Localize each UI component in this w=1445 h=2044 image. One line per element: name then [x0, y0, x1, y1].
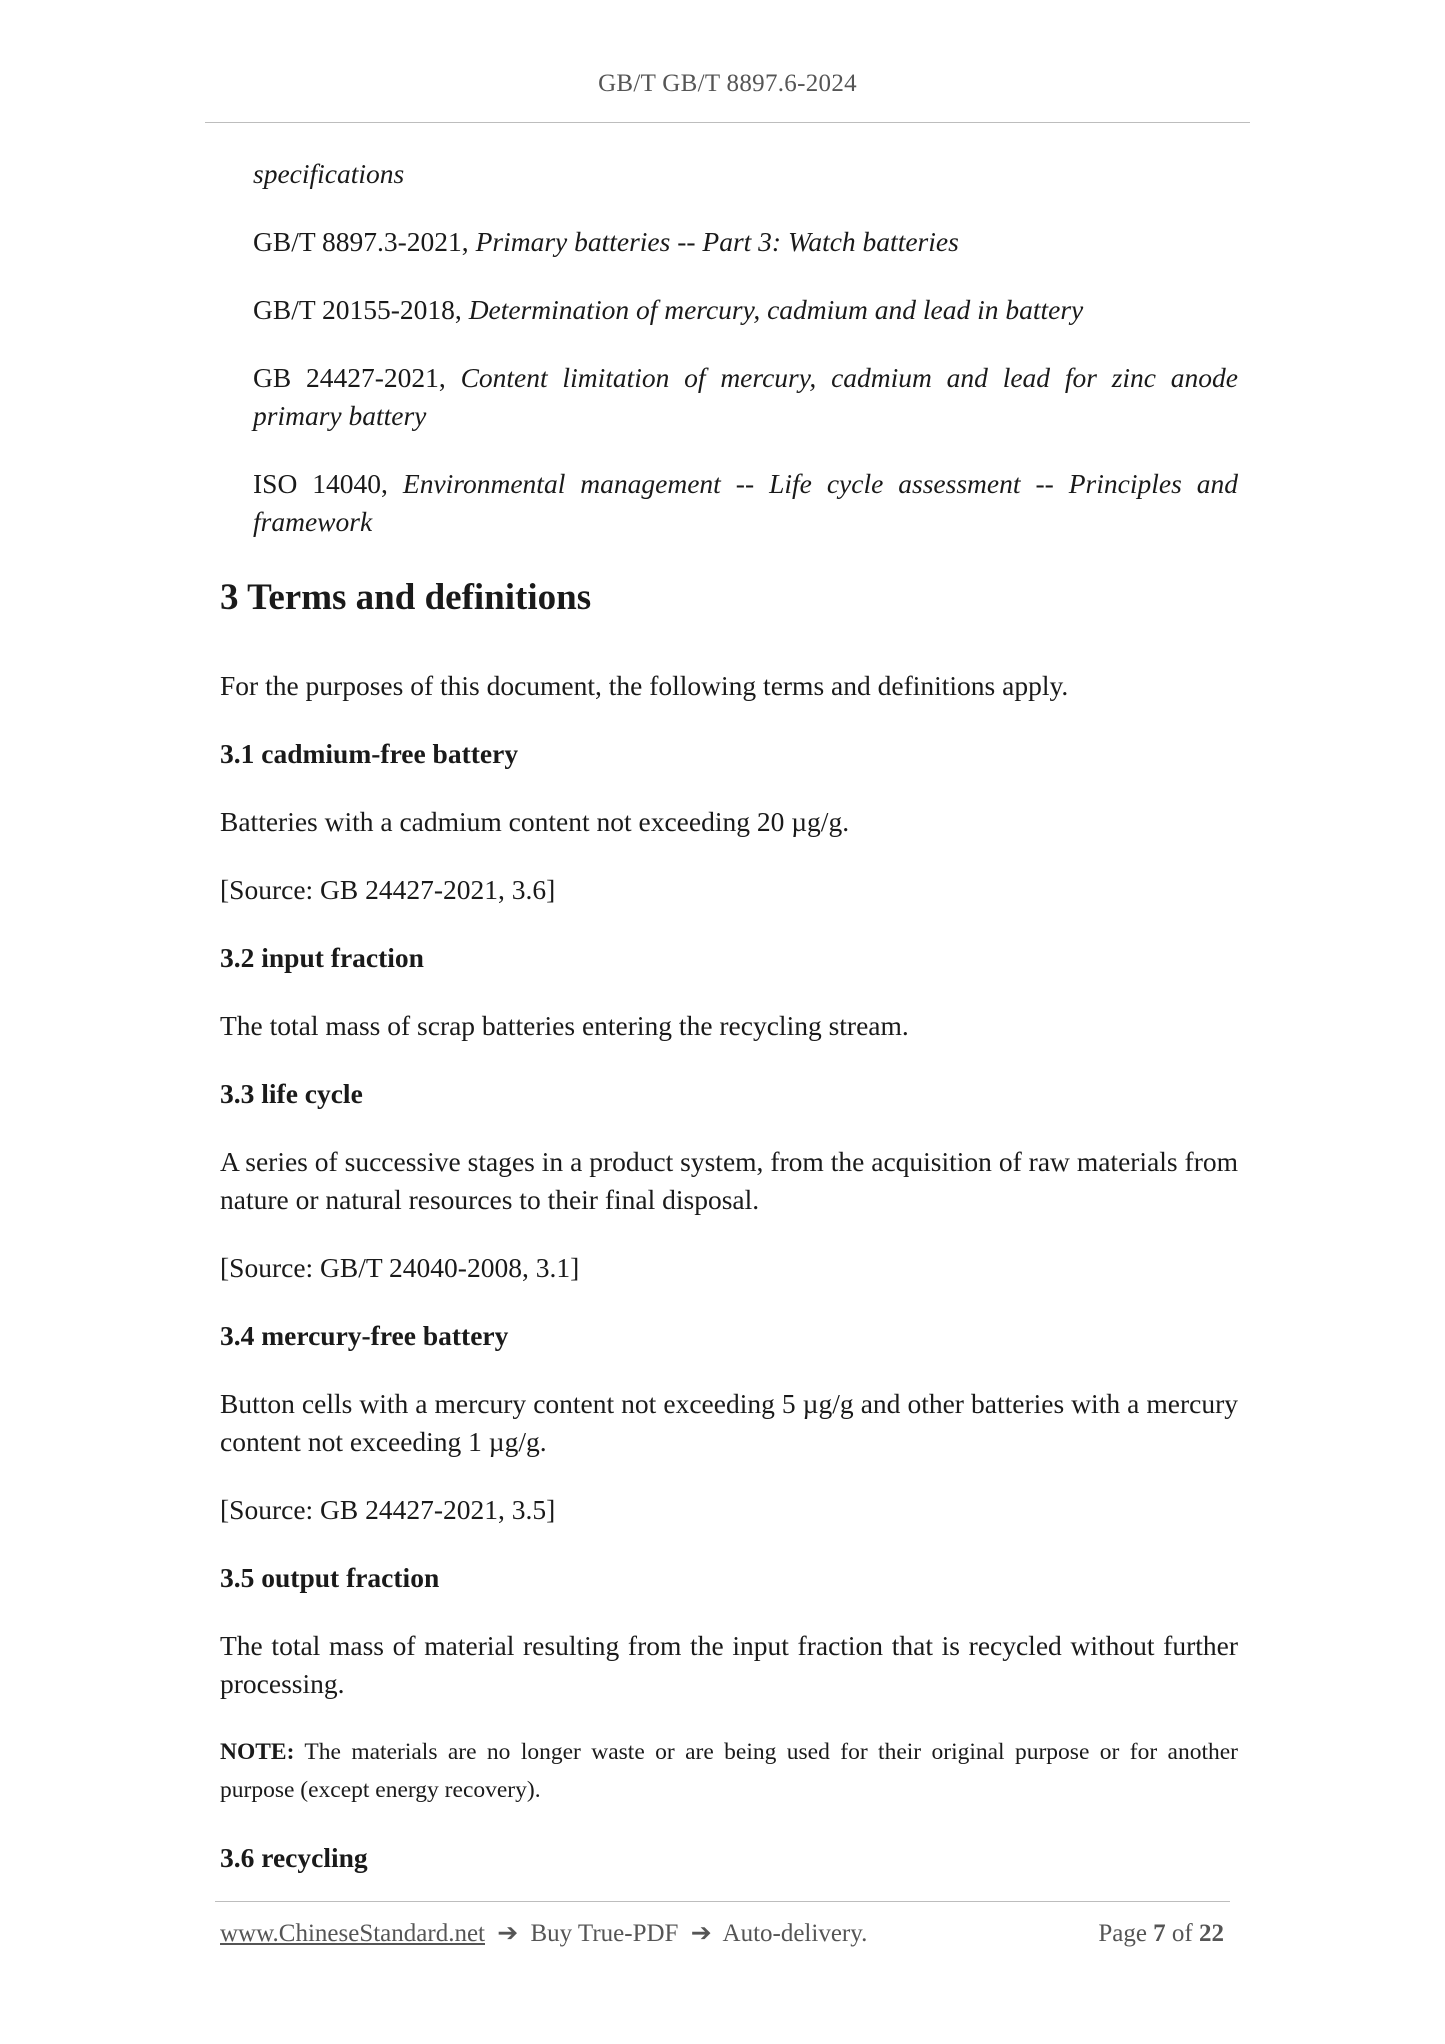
term-definition: Button cells with a mercury content not exceeding 5 µg/g and other batteries with a mercury content not exceeding 1 µg/g. — [220, 1388, 1238, 1457]
page-total: 22 — [1199, 1920, 1224, 1947]
chinesestandard-link[interactable]: www.ChineseStandard.net — [220, 1920, 485, 1947]
reference-code: GB/T 20155-2018, — [253, 294, 462, 325]
note-label: NOTE: — [220, 1739, 295, 1765]
term-definition: The total mass of scrap batteries entering the recycling stream. — [220, 1010, 909, 1041]
arrow-right-icon: ➔ — [690, 1920, 712, 1947]
term-definition: A series of successive stages in a product system, from the acquisition of raw materials from nature or natural resources to their final disposal. — [220, 1146, 1238, 1215]
running-header: GB/T GB/T 8897.6-2024 — [598, 70, 857, 97]
reference-title: Environmental management -- Life cycle assessment -- Principles and framework — [253, 468, 1239, 537]
reference-title: Content limitation of mercury, cadmium and lead for zinc anode primary battery — [253, 362, 1238, 431]
buy-true-pdf-text: Buy True-PDF — [530, 1920, 679, 1947]
page-indicator — [1098, 1920, 1230, 1948]
page-footer — [220, 1918, 1230, 1948]
reference-code: GB/T 8897.3-2021, — [253, 226, 469, 257]
term-source: [Source: GB 24427-2021, 3.5] — [220, 1494, 556, 1525]
reference-code: GB 24427-2021, — [253, 362, 446, 393]
reference-entry — [220, 291, 1238, 329]
term-heading: 3.3 life cycle — [220, 1078, 363, 1109]
page-label: Page — [1098, 1920, 1147, 1947]
reference-entry — [220, 359, 1238, 435]
term-source: [Source: GB 24427-2021, 3.6] — [220, 874, 556, 905]
term-note — [220, 1733, 1238, 1809]
term-heading: 3.4 mercury-free battery — [220, 1320, 509, 1351]
reference-title: Determination of mercury, cadmium and lead in battery — [468, 294, 1084, 325]
term-definition: Batteries with a cadmium content not exceeding 20 µg/g. — [220, 806, 850, 837]
term-heading: 3.2 input fraction — [220, 942, 424, 973]
reference-entry — [220, 223, 1238, 261]
reference-title: specifications — [253, 158, 405, 189]
footer-divider — [215, 1901, 1230, 1902]
section-heading: 3 Terms and definitions — [220, 577, 592, 618]
header-divider — [205, 122, 1250, 123]
term-heading: 3.6 recycling — [220, 1842, 368, 1873]
reference-code: ISO 14040, — [253, 468, 388, 499]
section-intro: For the purposes of this document, the following terms and definitions apply. — [220, 670, 1069, 701]
page-body — [220, 155, 1238, 1907]
term-definition: The total mass of material resulting from the input fraction that is recycled without further processing. — [220, 1630, 1238, 1699]
auto-delivery-text: Auto-delivery. — [722, 1920, 868, 1947]
page-of-label: of — [1171, 1920, 1193, 1947]
reference-title: Primary batteries -- Part 3: Watch batteries — [475, 226, 959, 257]
reference-entry — [220, 155, 1238, 193]
term-heading: 3.5 output fraction — [220, 1562, 440, 1593]
footer-promo — [220, 1918, 867, 1948]
term-heading: 3.1 cadmium-free battery — [220, 738, 519, 769]
page-current: 7 — [1153, 1920, 1166, 1947]
arrow-right-icon: ➔ — [497, 1920, 519, 1947]
term-source: [Source: GB/T 24040-2008, 3.1] — [220, 1252, 580, 1283]
reference-entry — [220, 465, 1238, 541]
note-text: The materials are no longer waste or are being used for their original purpose or for another purpose (except energy recovery). — [220, 1739, 1238, 1803]
